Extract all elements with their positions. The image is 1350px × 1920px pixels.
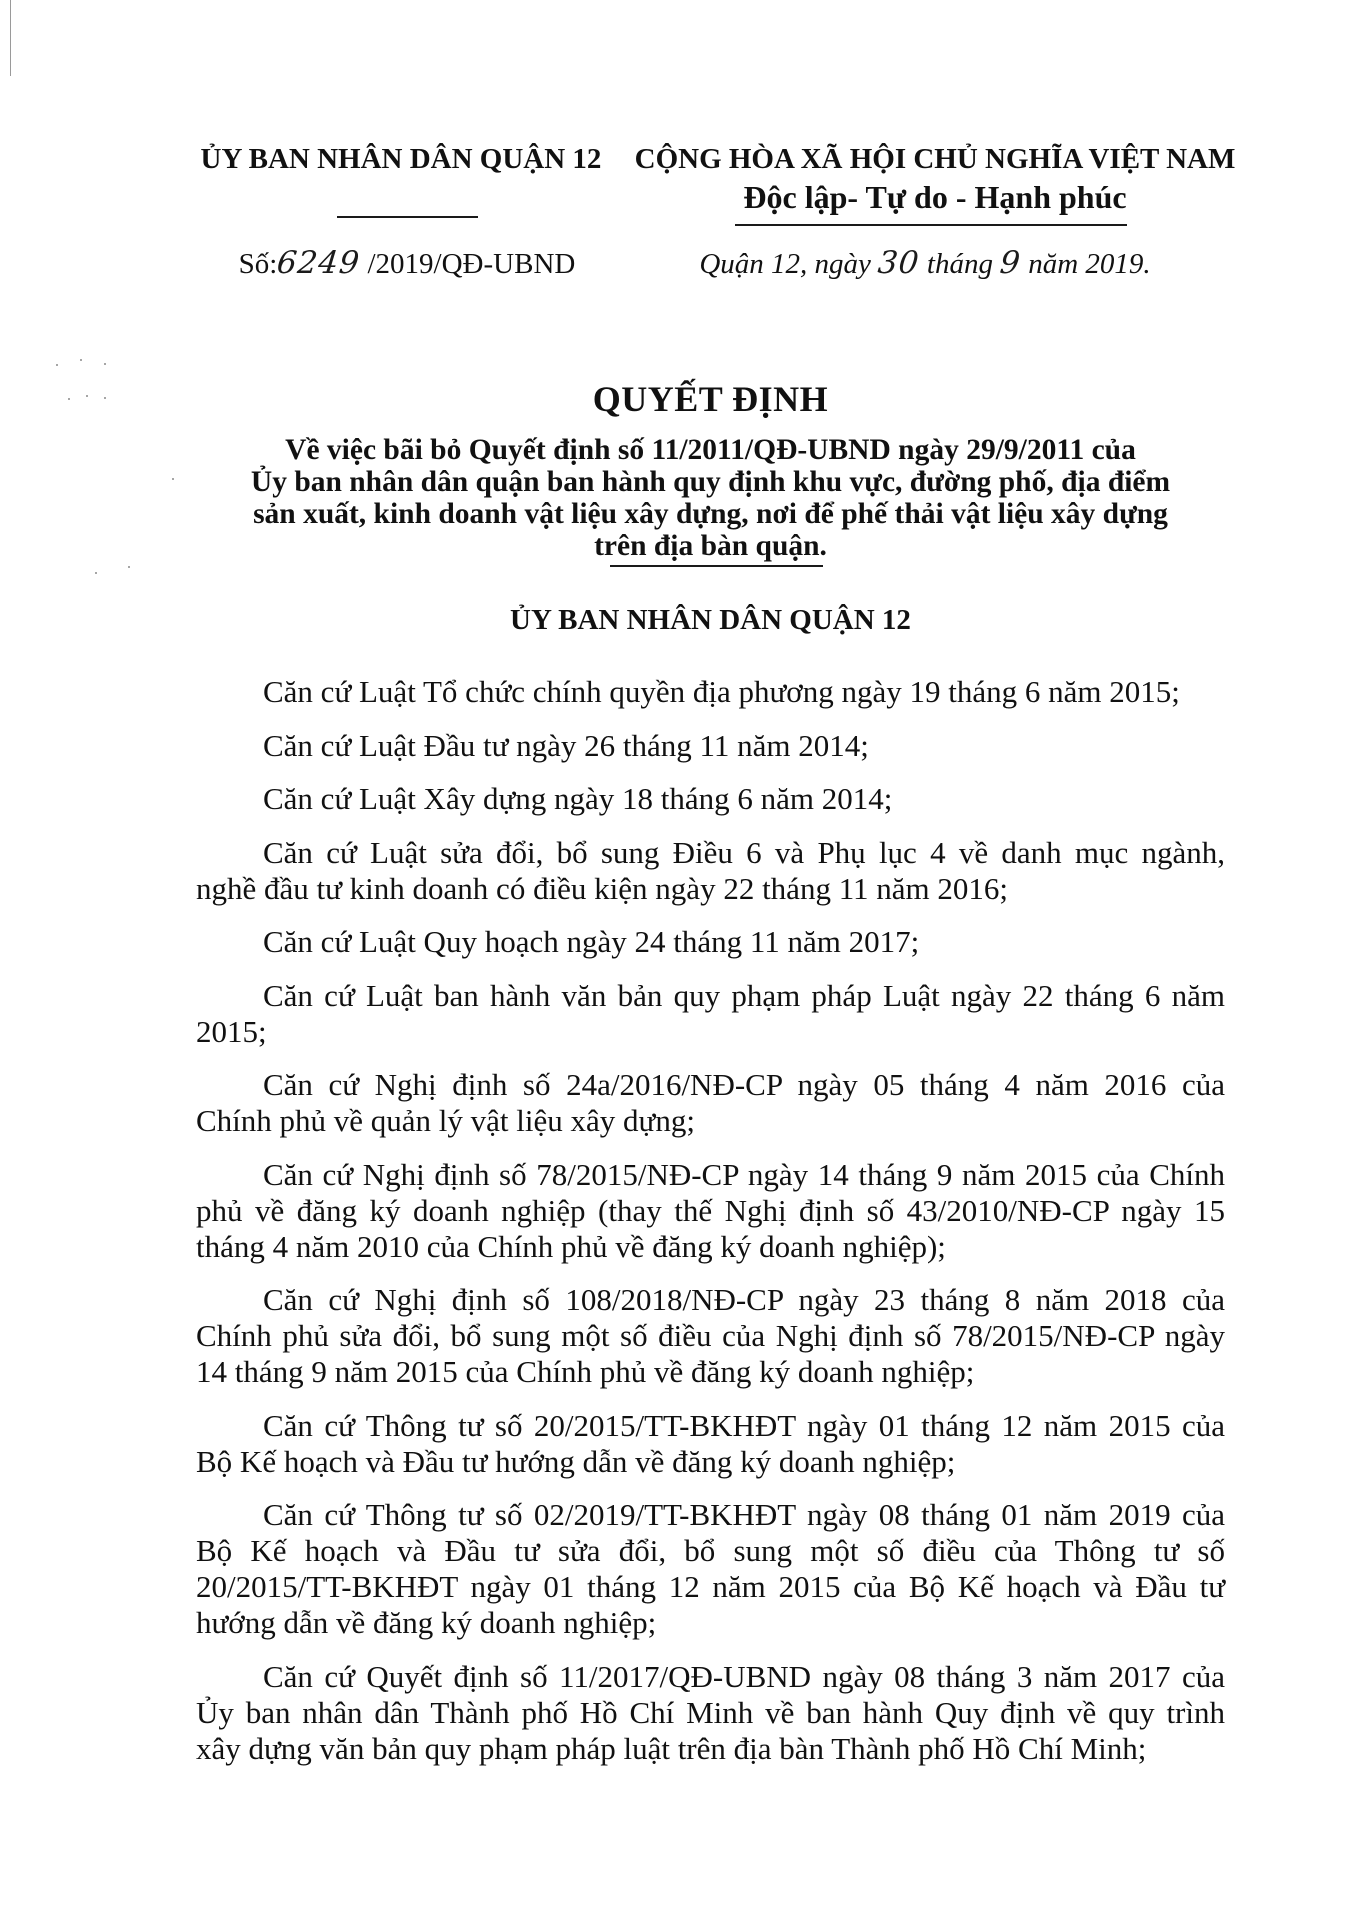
scan-speck <box>68 398 70 400</box>
scan-edge <box>10 0 11 76</box>
handwritten-day: 30 <box>876 245 922 281</box>
number-label: Số: <box>238 248 278 280</box>
legal-basis-paragraph <box>196 1157 1225 1265</box>
paragraph-line: Căn cứ Luật Xây dựng ngày 18 tháng 6 năm 2014; <box>263 781 893 816</box>
scan-speck <box>95 572 97 574</box>
agency-underline <box>337 216 478 218</box>
motto-underline <box>735 224 1127 226</box>
subject-block <box>196 434 1225 562</box>
paragraph-line: Ủy ban nhân dân Thành phố Hồ Chí Minh về ban hành Quy định về quy trình <box>196 1694 1225 1730</box>
issuer-heading: ỦY BAN NHÂN DÂN QUẬN 12 <box>510 604 911 636</box>
paragraph-line: 2015; <box>196 1013 267 1049</box>
paragraph-line: 14 tháng 9 năm 2015 của Chính phủ về đăng ký doanh nghiệp; <box>196 1354 975 1389</box>
scan-speck <box>104 397 106 399</box>
national-header <box>620 139 1250 215</box>
paragraph-line: Bộ Kế hoạch và Đầu tư sửa đổi, bổ sung một số điều của Thông tư số <box>196 1533 1225 1568</box>
legal-basis-paragraph <box>196 1282 1225 1390</box>
paragraph-line: Căn cứ Luật sửa đổi, bổ sung Điều 6 và Phụ lục 4 về danh mục ngành, <box>263 834 1225 870</box>
subject-underline <box>610 565 823 567</box>
paragraph-line: Bộ Kế hoạch và Đầu tư hướng dẫn về đăng ký doanh nghiệp; <box>196 1443 956 1479</box>
legal-basis-paragraph <box>196 978 1225 1050</box>
document-title: QUYẾT ĐỊNH <box>592 379 829 419</box>
paragraph-line: 20/2015/TT-BKHĐT ngày 01 tháng 12 năm 2015 của Bộ Kế hoạch và Đầu tư <box>196 1569 1225 1604</box>
legal-basis-paragraph <box>196 1408 1225 1480</box>
scan-speck <box>128 566 130 568</box>
subject-line: Ủy ban nhân dân quận ban hành quy định khu vực, đường phố, địa điểm <box>250 466 1171 498</box>
legal-basis-paragraph <box>196 728 1225 764</box>
paragraph-line: hướng dẫn về đăng ký doanh nghiệp; <box>196 1605 657 1640</box>
legal-basis-paragraph <box>196 781 1225 817</box>
handwritten-number: 6249 <box>275 245 363 281</box>
date-month-word: tháng <box>926 248 993 280</box>
paragraph-line: xây dựng văn bản quy phạm pháp luật trên địa bàn Thành phố Hồ Chí Minh; <box>196 1730 1147 1766</box>
paragraph-line: Căn cứ Thông tư số 20/2015/TT-BKHĐT ngày 01 tháng 12 năm 2015 của <box>263 1407 1225 1443</box>
issuing-agency-header: ỦY BAN NHÂN DÂN QUẬN 12 <box>200 143 602 175</box>
number-suffix: /2019/QĐ-UBND <box>367 248 576 280</box>
scan-speck <box>86 395 88 397</box>
paragraph-line: Chính phủ sửa đổi, bổ sung một số điều của Nghị định số 78/2015/NĐ-CP ngày <box>196 1318 1225 1353</box>
document-number <box>156 243 658 284</box>
handwritten-month: 9 <box>998 245 1023 281</box>
legal-basis-paragraph <box>196 924 1225 960</box>
date-prefix: Quận 12, ngày <box>699 248 871 280</box>
subject-line: Về việc bãi bỏ Quyết định số 11/2011/QĐ-UBND ngày 29/9/2011 của <box>285 434 1136 466</box>
paragraph-line: phủ về đăng ký doanh nghiệp (thay thế Nghị định số 43/2010/NĐ-CP ngày 15 <box>196 1192 1225 1228</box>
subject-line: trên địa bàn quận. <box>594 530 827 562</box>
legal-basis-paragraph <box>196 835 1225 907</box>
paragraph-line: tháng 4 năm 2010 của Chính phủ về đăng ký doanh nghiệp); <box>196 1228 946 1264</box>
nation-name: CỘNG HÒA XÃ HỘI CHỦ NGHĨA VIỆT NAM <box>634 143 1236 175</box>
paragraph-line: Căn cứ Nghị định số 78/2015/NĐ-CP ngày 14 tháng 9 năm 2015 của Chính <box>263 1156 1225 1192</box>
place-and-date <box>610 243 1240 284</box>
legal-basis-paragraph <box>196 1067 1225 1139</box>
scan-speck <box>104 363 106 365</box>
legal-basis-paragraph <box>196 1497 1225 1641</box>
legal-basis-paragraph <box>196 674 1225 710</box>
paragraph-line: Căn cứ Nghị định số 24a/2016/NĐ-CP ngày 05 tháng 4 năm 2016 của <box>263 1067 1225 1102</box>
scan-speck <box>80 359 82 361</box>
paragraph-line: Căn cứ Nghị định số 108/2018/NĐ-CP ngày 23 tháng 8 năm 2018 của <box>263 1282 1225 1317</box>
paragraph-line: Chính phủ về quản lý vật liệu xây dựng; <box>196 1103 695 1138</box>
paragraph-line: Căn cứ Luật Tổ chức chính quyền địa phương ngày 19 tháng 6 năm 2015; <box>263 674 1180 709</box>
paragraph-line: Căn cứ Thông tư số 02/2019/TT-BKHĐT ngày 08 tháng 01 năm 2019 của <box>263 1497 1225 1532</box>
legal-basis-paragraph <box>196 1659 1225 1767</box>
paragraph-line: Căn cứ Luật ban hành văn bản quy phạm pháp Luật ngày 22 tháng 6 năm <box>263 977 1225 1013</box>
national-motto: Độc lập- Tự do - Hạnh phúc <box>743 179 1127 215</box>
paragraph-line: Căn cứ Luật Đầu tư ngày 26 tháng 11 năm 2014; <box>263 727 869 763</box>
legal-bases <box>196 674 1225 1784</box>
paragraph-line: Căn cứ Luật Quy hoạch ngày 24 tháng 11 năm 2017; <box>263 924 920 959</box>
subject-line: sản xuất, kinh doanh vật liệu xây dựng, nơi để phế thải vật liệu xây dựng <box>253 498 1168 530</box>
scan-speck <box>56 364 58 366</box>
scan-speck <box>172 478 174 480</box>
date-suffix: năm 2019. <box>1028 248 1151 280</box>
paragraph-line: nghề đầu tư kinh doanh có điều kiện ngày 22 tháng 11 năm 2016; <box>196 870 1009 906</box>
paragraph-line: Căn cứ Quyết định số 11/2017/QĐ-UBND ngày 08 tháng 3 năm 2017 của <box>263 1658 1225 1694</box>
